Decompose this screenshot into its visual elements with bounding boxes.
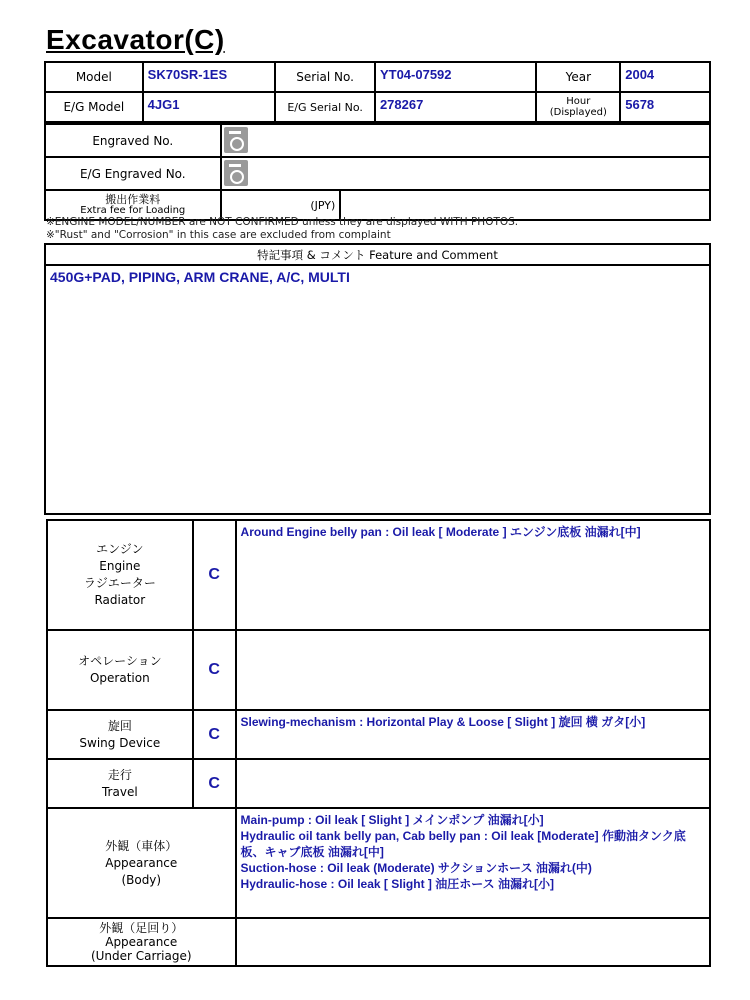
eg-serial-label: E/G Serial No. — [275, 92, 375, 122]
engraved-label: Engraved No. — [45, 124, 221, 157]
undercarriage-comment — [236, 918, 710, 966]
body-label-en: Appearance — [105, 855, 178, 870]
engine-comment-line: Around Engine belly pan : Oil leak [ Moderate ] エンジン底板 油漏れ[中] — [240, 525, 641, 539]
feature-header: 特記事項 & コメント Feature and Comment — [45, 244, 710, 265]
loading-fee-label-jp: 搬出作業料 — [105, 193, 161, 206]
hour-value: 5678 — [620, 92, 710, 122]
radiator-label-jp: ラジエーター — [83, 576, 156, 590]
engraved-value-cell — [221, 124, 710, 157]
travel-comment — [236, 759, 710, 808]
hour-label-line2: (Displayed) — [549, 107, 607, 118]
swing-comment — [236, 710, 710, 759]
undercarriage-label-jp: 外観（足回り） — [99, 921, 184, 935]
feature-comment: 450G+PAD, PIPING, ARM CRANE, A/C, MULTI — [45, 265, 710, 514]
travel-label-en: Travel — [101, 784, 138, 799]
engine-grade: C — [193, 520, 236, 630]
feature-table — [44, 243, 711, 515]
body-label — [47, 808, 236, 918]
engraved-table — [44, 123, 711, 221]
year-value: 2004 — [620, 62, 710, 92]
eg-engraved-label: E/G Engraved No. — [45, 157, 221, 190]
swing-label — [47, 710, 193, 759]
engine-label-jp: エンジン — [96, 542, 144, 556]
operation-label-jp: オペレーション — [78, 654, 162, 668]
serial-label: Serial No. — [275, 62, 375, 92]
engine-comment — [236, 520, 710, 630]
body-comment-line: Hydraulic oil tank belly pan, Cab belly pan : Oil leak [Moderate] 作動油タンク底板、キャブ底板 油漏れ[中] — [240, 829, 686, 859]
operation-label-en: Operation — [89, 671, 150, 685]
eg-model-label: E/G Model — [45, 92, 143, 122]
note-rust: ※"Rust" and "Corrosion" in this case are excluded from complaint — [46, 229, 391, 241]
currency-label: (JPY) — [221, 190, 341, 220]
body-label-en2: (Body) — [121, 872, 162, 887]
swing-comment-line: Slewing-mechanism : Horizontal Play & Loose [ Slight ] 旋回 横 ガタ[小] — [240, 715, 646, 729]
operation-grade: C — [193, 630, 236, 710]
serial-value: YT04-07592 — [375, 62, 536, 92]
operation-comment — [236, 630, 710, 710]
undercarriage-label-en: Appearance — [105, 935, 178, 949]
eg-model-value: 4JG1 — [143, 92, 276, 122]
travel-label — [47, 759, 193, 808]
inspection-table — [46, 519, 711, 967]
swing-grade: C — [193, 710, 236, 759]
swing-label-en: Swing Device — [79, 735, 161, 750]
hour-label — [536, 92, 620, 122]
year-label: Year — [536, 62, 620, 92]
undercarriage-label — [47, 918, 236, 966]
body-comment — [236, 808, 710, 918]
hour-label-line1: Hour — [566, 96, 591, 107]
note-engine: ※ENGINE MODEL/NUMBER are NOT CONFIRMED unless they are displayed WITH PHOTOS. — [46, 216, 519, 228]
body-comment-line: Suction-hose : Oil leak (Moderate) サクションホース 油漏れ(中) — [240, 861, 592, 875]
body-comment-line: Main-pump : Oil leak [ Slight ] メインポンプ 油漏れ[小] — [240, 813, 544, 827]
header-table — [44, 61, 711, 123]
model-label: Model — [45, 62, 143, 92]
radiator-label-en: Radiator — [94, 593, 146, 607]
swing-label-jp: 旋回 — [107, 718, 132, 733]
engine-label-en: Engine — [99, 559, 141, 573]
operation-label — [47, 630, 193, 710]
notes — [46, 216, 518, 242]
travel-grade: C — [193, 759, 236, 808]
eg-serial-value: 278267 — [375, 92, 536, 122]
body-label-jp: 外観（車体） — [105, 838, 178, 853]
model-value: SK70SR-1ES — [143, 62, 276, 92]
undercarriage-label-en2: (Under Carriage) — [90, 949, 192, 963]
body-comment-line: Hydraulic-hose : Oil leak [ Slight ] 油圧ホース 油漏れ[小] — [240, 877, 554, 891]
page-title: Excavator(C) — [46, 24, 225, 55]
engine-label — [47, 520, 193, 630]
travel-label-jp: 走行 — [107, 767, 132, 782]
camera-icon[interactable] — [224, 160, 248, 186]
eg-engraved-value-cell — [221, 157, 710, 190]
loading-fee-label-en: Extra fee for Loading — [80, 205, 186, 216]
camera-icon[interactable] — [224, 127, 248, 153]
